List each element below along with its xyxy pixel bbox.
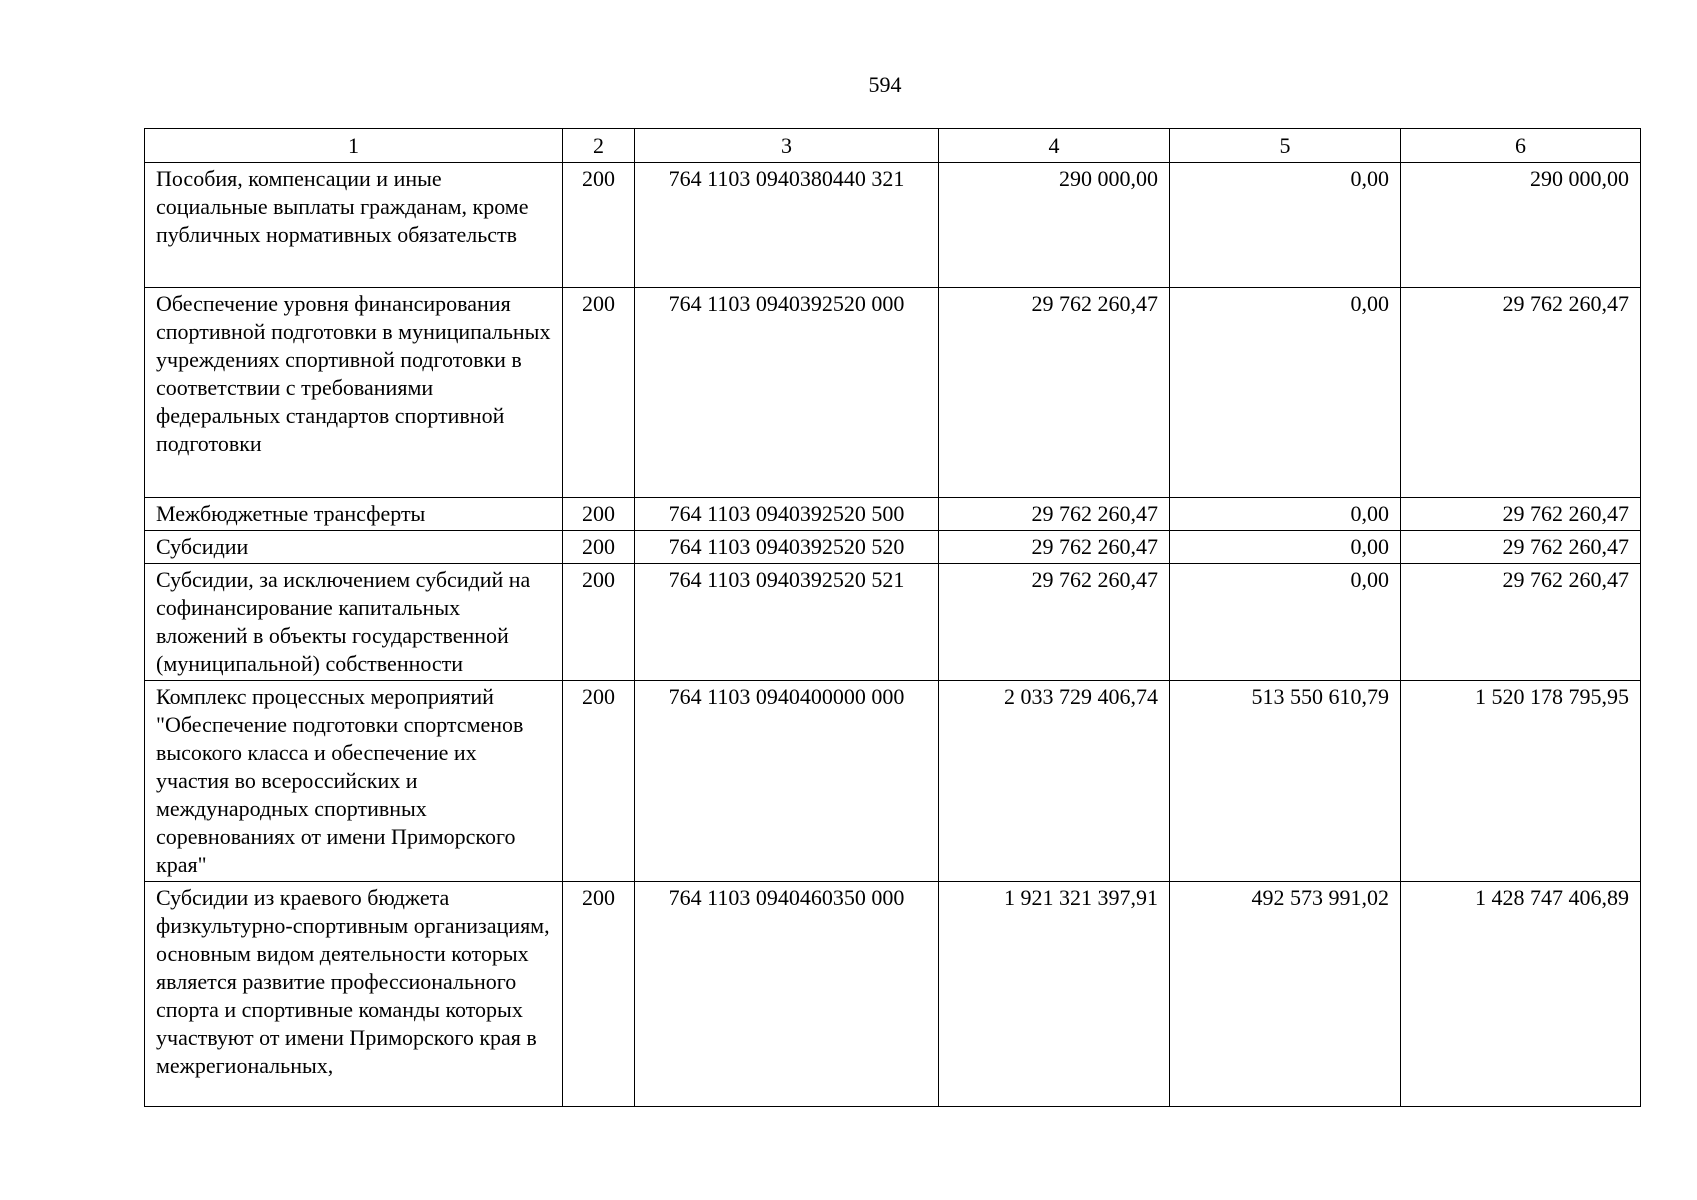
column-header: 6 [1401, 129, 1641, 163]
row-col4: 29 762 260,47 [939, 288, 1170, 498]
row-col6: 29 762 260,47 [1401, 288, 1641, 498]
row-col5: 0,00 [1170, 564, 1401, 681]
row-kbk: 764 1103 0940400000 000 [635, 681, 939, 882]
row-col6: 29 762 260,47 [1401, 498, 1641, 531]
row-col4: 290 000,00 [939, 163, 1170, 288]
row-kbk: 764 1103 0940460350 000 [635, 882, 939, 1107]
row-col4: 29 762 260,47 [939, 564, 1170, 681]
row-col4: 1 921 321 397,91 [939, 882, 1170, 1107]
row-name: Субсидии [145, 531, 563, 564]
row-name: Комплекс процессных мероприятий "Обеспечение подготовки спортсменов высокого класса и обеспечение их участия во всероссийских и международных спортивных соревнованиях от имени Приморского края" [145, 681, 563, 882]
row-code: 200 [563, 498, 635, 531]
row-code: 200 [563, 163, 635, 288]
row-kbk: 764 1103 0940392520 000 [635, 288, 939, 498]
table-row [145, 498, 1641, 531]
row-kbk: 764 1103 0940392520 520 [635, 531, 939, 564]
row-col5: 513 550 610,79 [1170, 681, 1401, 882]
row-col4: 2 033 729 406,74 [939, 681, 1170, 882]
row-code: 200 [563, 681, 635, 882]
row-name: Пособия, компенсации и иные социальные выплаты гражданам, кроме публичных нормативных обязательств [145, 163, 563, 288]
table-row [145, 882, 1641, 1107]
header-row [145, 129, 1641, 163]
row-name: Субсидии, за исключением субсидий на софинансирование капитальных вложений в объекты государственной (муниципальной) собственности [145, 564, 563, 681]
row-col5: 0,00 [1170, 163, 1401, 288]
row-col6: 290 000,00 [1401, 163, 1641, 288]
row-col5: 0,00 [1170, 288, 1401, 498]
row-name: Межбюджетные трансферты [145, 498, 563, 531]
table-row [145, 531, 1641, 564]
row-col6: 29 762 260,47 [1401, 564, 1641, 681]
row-name: Обеспечение уровня финансирования спортивной подготовки в муниципальных учреждениях спортивной подготовки в соответствии с требованиями федеральных стандартов спортивной подготовки [145, 288, 563, 498]
row-kbk: 764 1103 0940392520 521 [635, 564, 939, 681]
budget-table [144, 128, 1641, 1107]
page-number: 594 [868, 72, 902, 97]
column-header: 4 [939, 129, 1170, 163]
row-code: 200 [563, 288, 635, 498]
column-header: 1 [145, 129, 563, 163]
row-col6: 29 762 260,47 [1401, 531, 1641, 564]
row-col4: 29 762 260,47 [939, 531, 1170, 564]
column-header: 3 [635, 129, 939, 163]
row-col4: 29 762 260,47 [939, 498, 1170, 531]
table-row [145, 288, 1641, 498]
row-name: Субсидии из краевого бюджета физкультурно-спортивным организациям, основным видом деятельности которых является развитие профессионального спорта и спортивные команды которых участвуют от имени Приморского края в межрегиональных, [145, 882, 563, 1107]
row-kbk: 764 1103 0940392520 500 [635, 498, 939, 531]
row-col6: 1 520 178 795,95 [1401, 681, 1641, 882]
row-col5: 0,00 [1170, 498, 1401, 531]
table-row [145, 564, 1641, 681]
column-header: 5 [1170, 129, 1401, 163]
table-row [145, 681, 1641, 882]
row-code: 200 [563, 531, 635, 564]
row-code: 200 [563, 882, 635, 1107]
row-col5: 492 573 991,02 [1170, 882, 1401, 1107]
row-code: 200 [563, 564, 635, 681]
row-col6: 1 428 747 406,89 [1401, 882, 1641, 1107]
row-kbk: 764 1103 0940380440 321 [635, 163, 939, 288]
table-row [145, 163, 1641, 288]
column-header: 2 [563, 129, 635, 163]
row-col5: 0,00 [1170, 531, 1401, 564]
